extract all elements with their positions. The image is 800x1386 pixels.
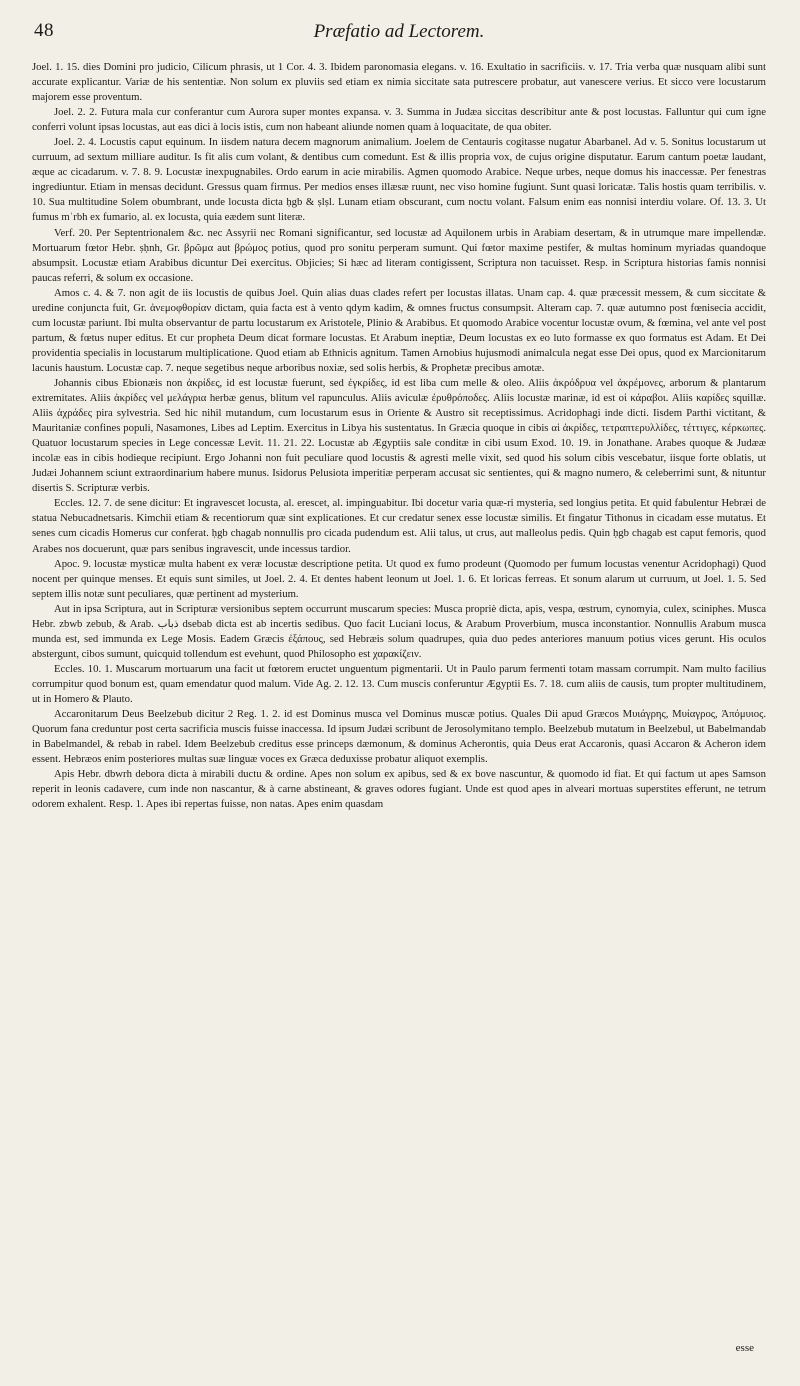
paragraph-apoc-9: Apoc. 9. locustæ mysticæ multa habent ex veræ locustæ descriptione petita. Ut quod ex fumo prodeunt (Quomodo per fumum locustas venentur Acridophagi) Quod nocent per quinque menses. Et equis sunt similes, ut Joel. 2. 4. Et dentes habent leonum ut Joel. 1. 6. Et loricas ferreas. Et sonum alarum ut curruum, ut Joel. 1. 5. Sed septem illis notæ sunt peculiares, quæ pertinent ad mysterium. <box>32 557 766 600</box>
paragraph-beelzebub: Accaronitarum Deus Beelzebub dicitur 2 Reg. 1. 2. id est Dominus musca vel Dominus muscæ potius. Quales Dii apud Græcos Μυιάγρης, Μυίαγρος, Ἀπόμυιος. Quorum fana creduntur post certa sacrificia muscis fuisse inaccessa. Id ipsum Judæi scribunt de Jerosolymitano templo. Beelzebub mutatum in Beelzebul, ut Babelmandab in Babelmandel, & rebab in rabel. Idem Beelzebub creditus esse princeps dæmonum, & dominus Acherontis, quia Deus erat Accaronis, quasi Accaron & Acheron idem essent. Hebræos enim posteriores multas suæ linguæ voces ex Græca deduxisse probatur aliquot exemplis. <box>32 708 766 766</box>
paragraph-amos: Amos c. 4. & 7. non agit de iis locustis de quibus Joel. Quin alias duas clades refert per locustas illatas. Unam cap. 4. quæ præcessit messem, & cum siccitate & uredine conjuncta fuit, Gr. ἀνεμοφθορίαν dictam, quia facta est à vento qdym kadim, & omnes fructus consumpsit. Alteram cap. 7. quæ autumno post fœnisecia accidit, cum locustæ pariunt. Ibi multa observantur de partu locustarum ex Aristotele, Plinio & Arabibus. Et quomodo Arabice vocentur locustæ ovum, & fœmina, vel ante vel post partum, & fœtus nuper editus. Et cur propheta Deum dicat formare locustas. Et Arabum ineptiæ, Deum locustas ex eo luto formasse ex quo formatus est Adam. Et Dei providentia specialis in locustarum multiplicatione. Quod etiam ab Ethnicis agnitum. Tamen Arnobius hujusmodi animalcula negat esse Dei opus, quod ex Marcionitarum lacunis haustum. Locustæ cap. 7. neque segetibus neque arboribus noxiæ, sed solis herbis, & Prophetæ precibus amotæ. <box>32 286 766 374</box>
paragraph-eccles-10-1: Eccles. 10. 1. Muscarum mortuarum una facit ut fœtorem eructet unguentum pigmentarii. Ut in Paulo parum fermenti totam massam corrumpit. Nam multo facilius corrumpitur quod bonum est, quam emendatur quod malum. Vide Ag. 2. 12. 13. Cum muscis conferuntur Ægyptii Es. 7. 18. cum aliis de causis, tum propter multitudinem, ut in Homero & Plauto. <box>32 662 766 705</box>
paragraph-apis: Apis Hebr. dbwrh debora dicta à mirabili ductu & ordine. Apes non solum ex apibus, sed & ex bove nascuntur, & quomodo id fiat. Et qui factum ut apes Samson reperit in leonis cadavere, cum inde non nascantur, & à carne abstineant, & graves odores fugiant. Unde est quod apes in alveari mortuas superstites efferunt, ne tetrum odorem exhalent. Resp. 1. Apes ibi repertas fuisse, non natas. Apes enim quasdam <box>32 768 766 811</box>
paragraph-joel-2-4: Joel. 2. 4. Locustis caput equinum. In iisdem natura decem magnorum animalium. Joelem de Centauris cogitasse nugatur Abarbanel. Ad v. 5. Sonitus locustarum ut curruum, ad sextum milliare auditur. Is fit alis cum volant, & dentibus cum comedunt. Est & illis propria vox, de cujus origine disputatur. Earum cantum poetæ laudant, æque ac cicadarum. v. 7. 8. 9. Locustæ inexpugnabiles. Ordo earum in acie mirabilis. Agmen quomodo Arabice. Neque urbes, neque domus his inaccessæ. Per fenestras ingrediuntur. Etiam in mensas decidunt. Gressus quam firmus. Per medios enses illæsæ ruunt, nec viso homine fugiunt. Sunt quasi loricatæ. Talis hostis quam terribilis. v. 10. Sua multitudine Solem obumbrant, unde locusta dicta ḥgb & ṣlṣl. Lunam etiam obscurant, cum noctu volant. Falsum enim eas nonnisi interdiu volare. Of. 13. 3. Ut fumus mʾrbh ex fumario, al. ex locusta, quia eædem sunt literæ. <box>32 136 766 224</box>
page-header <box>32 18 766 48</box>
paragraph-joel-2-2: Joel. 2. 2. Futura mala cur conferantur cum Aurora super montes expansa. v. 3. Summa in Judæa siccitas describitur ante & post locustas. Falluntur qui cum igne conferri volunt ipsas locustas, aut eas dici à locis istis, cum non habeant aliunde nomen quam à loquacitate, de qua obiter. <box>32 106 766 134</box>
main-text <box>32 60 766 812</box>
paragraph-vers-20: Verf. 20. Per Septentrionalem &c. nec Assyrii nec Romani significantur, sed locustæ ad Aquilonem urbis in Arabiam desertam, & in utrumque mare impellendæ. Mortuarum fœtor Hebr. ṣḥnh, Gr. βρῶμα aut βρώμος potius, quod pro sonitu perperam sumunt. Qui fœtor maxime pestifer, & multas hominum myriadas quandoque absumpsit. Locustæ etiam Arabibus dicuntur Dei exercitus. Objicies; Si hæc ad literam contigissent, Scriptura non tacuisset. Resp. in Scriptura historias famis nonnisi paucas referri, & solum ex occasione. <box>32 226 766 284</box>
page-number: 48 <box>34 20 54 41</box>
paragraph-muscarum-species: Aut in ipsa Scriptura, aut in Scripturæ versionibus septem occurrunt muscarum species: Musca propriè dicta, apis, vespa, œstrum, cynomyia, culex, sciniphes. Musca Hebr. zbwb zebub, & Arab. ذباب dsebab dicta est ab incertis sedibus. Quo facit Luciani locus, & Arabum Proverbium, musca inconstantior. Nonnullis Arabum musca munda est, sed immunda ex Lege Mosis. Eadem Græcis ἐξάπους, sed Hebræis solum quadrupes, quia duo pedes anteriores manuum potius vices gerunt. His oculos abstergunt, cibos sumunt, quicquid tollendum est evehunt, quod Philosopho est χαρακίζειν. <box>32 602 767 660</box>
paragraph-eccles-12-7: Eccles. 12. 7. de sene dicitur: Et ingravescet locusta, al. erescet, al. impinguabitur. Ibi docetur varia quæ-ri mysteria, sed longius petita. Et quid fabulentur Hebræi de statua Nebucadnetsaris. Kimchii etiam & recentiorum quæ sint explicationes. Et cur credatur senex esse locustæ similis. Et fingatur Tithonus in cicadam esse mutatus. Et senes cum cicadis Homerus cur conferat. ḥgb chagab nonnullis pro cicada pudendum est. Alii talus, ut crus, aut malleolus pedis. Quin ḥgb chagab est caput femoris, quod Arabes nos docuerunt, quæ pars senibus ingravescit, unde incessus tardior. <box>32 497 766 555</box>
paragraph-joel-1-15: Joel. 1. 15. dies Domini pro judicio, Cilicum phrasis, ut 1 Cor. 4. 3. Ibidem paronomasia elegans. v. 16. Exultatio in sacrificiis. v. 17. Tria verba quæ nusquam alibi sunt accurate explicantur. Variæ de his sententiæ. Non solum ex pluviis sed etiam ex nimia siccitate sata putrescere probatur, aut vanescere verius. Et sicco vere locustarum majorem esse proventum. <box>32 61 766 104</box>
paragraph-johannis-cibus: Johannis cibus Ebionæis non ἀκρίδες, id est locustæ fuerunt, sed ἐγκρίδες, id est liba cum melle & oleo. Aliis ἀκρόδρυα vel ἀκρέμονες, arborum & plantarum extremitates. Aliis ἀκρίδες vel μελάγρια herbæ genus, blitum vel rapunculus. Aliis aviculæ ἐρυθρόποδες. Aliis locustæ marinæ, id est οἱ κάραβοι. Aliis καρίδες squillæ. Aliis ἀχράδες pira sylvestria. Sed hic nihil mutandum, cum locustarum esus in Oriente & Austro sit receptissimus. Acridophagi inde dicti. Iisdem Parthi victitant, & Mauritaniæ confines populi, Nasamones, Libes ad Leptim. Exercitus in Libya his sustentatus. In Græcia quoque in cibis αἱ ἀκρίδες, τετραπτερυλλίδες, τέττιγες, κέρκωπες. Quatuor locustarum species in Lege concessæ Levit. 11. 21. 22. Locustæ ab Ægyptiis sale conditæ in cibi usum Exod. 10. 19. in Jonathane. Arabes quoque & Judææ incolæ eas in cibis hodieque recipiunt. Ergo Johanni non fuit peculiare quod locustis & agresti melle vixit, sed quod his solum cibis vescebatur, iisque forte oblatis, ut Judæi Johannem sciunt extraordinarium habere munus. Isidorus Pelusiota imperitiæ perperam accusat sic sentientes, qui & magno numero, & celeberrimi sunt, & nituntur disertis S. Scripturæ verbis. <box>32 376 766 495</box>
catchword: esse <box>735 1342 754 1354</box>
running-title: Præfatio ad Lectorem. <box>313 21 485 42</box>
